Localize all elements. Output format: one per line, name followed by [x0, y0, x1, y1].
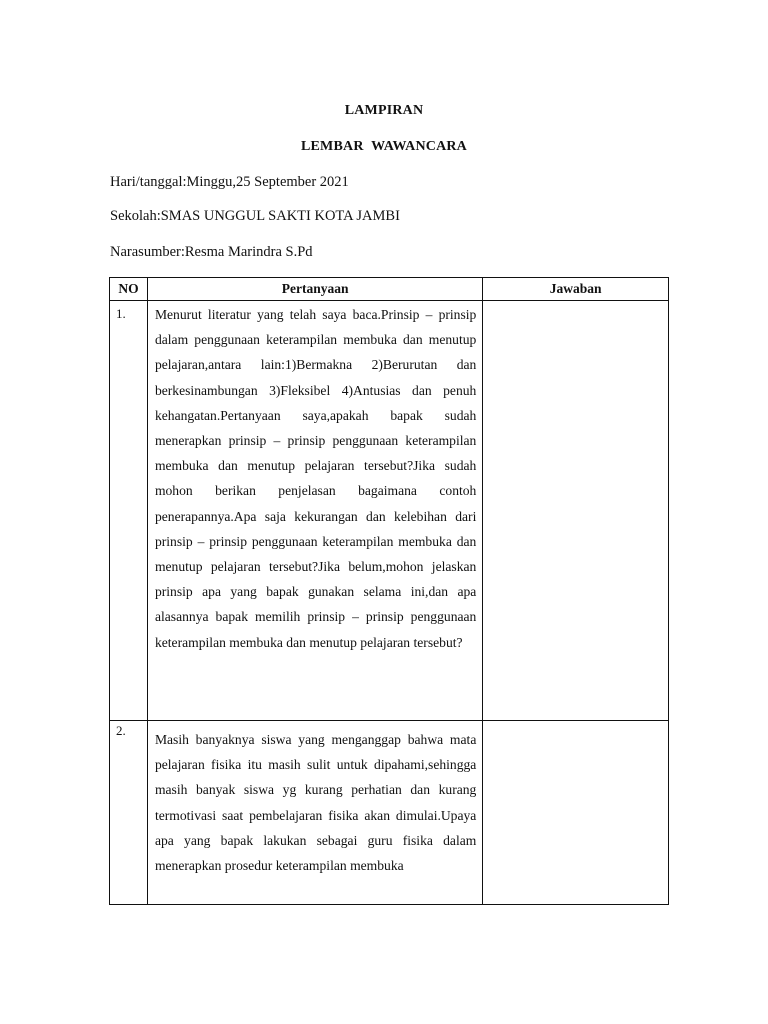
interviewee-name: Narasumber:Resma Marindra S.Pd [110, 244, 313, 260]
question-text: Masih banyaknya siswa yang menganggap bahwa mata pelajaran fisika itu masih sulit untuk dipahami,sehingga masih banyak siswa yg kurang perhatian dan kurang termotivasi saat pembelajaran fisika akan dimulai.Upaya apa yang bapak lakukan sebagai guru fisika dalam menerapkan prosedur keterampilan membuka [147, 721, 482, 905]
header-question: Pertanyaan [147, 278, 482, 301]
question-text: Menurut literatur yang telah saya baca.Prinsip – prinsip dalam penggunaan keterampilan membuka dan menutup pelajaran,antara lain:1)Bermakna 2)Berurutan dan berkesinambungan 3)Fleksibel 4)Antusias dan penuh kehangatan.Pertanyaan saya,apakah bapak sudah menerapkan prinsip – prinsip penggunaan keterampilan membuka dan menutup pelajaran tersebut?Jika sudah mohon berikan penjelasan bagaimana contoh penerapannya.Apa saja kekurangan dan kelebihan dari prinsip – prinsip penggunaan keterampilan membuka dan menutup pelajaran tersebut?Jika belum,mohon jelaskan prinsip apa yang bapak gunakan selama ini,dan apa alasannya bapak memilih prinsip – prinsip penggunaan keterampilan membuka dan menutup pelajaran tersebut? [147, 301, 482, 721]
row-number: 2. [110, 721, 148, 905]
interview-date: Hari/tanggal:Minggu,25 September 2021 [110, 174, 349, 190]
document-subtitle: LEMBAR WAWANCARA [300, 139, 467, 154]
header-no: NO [110, 278, 148, 301]
interview-table [109, 277, 669, 905]
answer-cell [483, 301, 669, 721]
table-header-row [110, 278, 669, 301]
school-name: Sekolah:SMAS UNGGUL SAKTI KOTA JAMBI [110, 208, 400, 224]
table-row [110, 301, 669, 721]
table-row [110, 721, 669, 905]
row-number: 1. [110, 301, 148, 721]
document-title: LAMPIRAN [344, 103, 424, 118]
header-answer: Jawaban [483, 278, 669, 301]
answer-cell [483, 721, 669, 905]
